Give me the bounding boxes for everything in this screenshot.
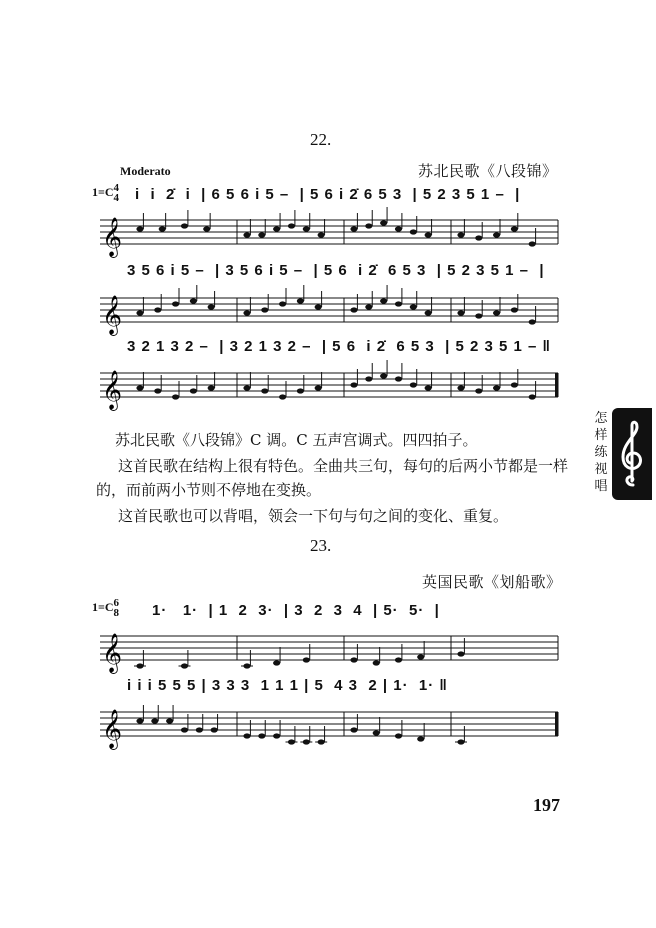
song-source-22: 苏北民歌《八段锦》 xyxy=(418,162,558,180)
note-head xyxy=(350,382,357,387)
note-head xyxy=(350,657,357,662)
note-head xyxy=(166,718,173,723)
description-line-1: 苏北民歌《八段锦》C 调。C 五声宫调式。四四拍子。 xyxy=(115,431,478,449)
note-head xyxy=(243,310,250,315)
staff-system xyxy=(100,704,558,749)
treble-clef-icon: 𝄞 xyxy=(102,295,123,335)
side-tab-text xyxy=(594,410,608,495)
key-signature-23 xyxy=(92,598,119,618)
note-head xyxy=(410,304,417,309)
side-tab-char: 样 xyxy=(594,428,608,443)
note-head xyxy=(297,298,304,303)
note-head xyxy=(303,657,310,662)
note-head xyxy=(373,660,380,665)
note-head xyxy=(151,718,158,723)
note-head xyxy=(208,385,215,390)
note-head xyxy=(457,310,464,315)
note-head xyxy=(365,304,372,309)
jianpu-line: 3 5 6 i 5 – | 3 5 6 i 5 – | 5 6 i 2̇ 6 5 3 | 5 2 3 5 1 – | xyxy=(127,262,545,279)
key-signature-22 xyxy=(92,183,119,203)
treble-clef-icon: 𝄞 xyxy=(102,633,123,673)
note-head xyxy=(243,232,250,237)
note-head xyxy=(380,373,387,378)
note-head xyxy=(181,727,188,732)
note-head xyxy=(136,718,143,723)
time-bottom: 8 xyxy=(113,607,120,619)
note-head xyxy=(529,241,536,246)
key-label: 1=C xyxy=(92,184,114,199)
treble-clef-icon: 𝄞 xyxy=(102,217,123,257)
jianpu-line: 1· 1· | 1 2 3· | 3 2 3 4 | 5· 5· | xyxy=(152,602,440,619)
note-head xyxy=(511,382,518,387)
note-head xyxy=(493,385,500,390)
note-head xyxy=(258,232,265,237)
note-head xyxy=(350,307,357,312)
note-head xyxy=(425,310,432,315)
treble-clef-icon: 𝄞 xyxy=(102,709,123,749)
note-head xyxy=(395,376,402,381)
note-head xyxy=(315,385,322,390)
note-head xyxy=(279,394,286,399)
time-top: 6 xyxy=(113,597,120,609)
note-head xyxy=(243,385,250,390)
note-head xyxy=(475,388,482,393)
note-head xyxy=(380,220,387,225)
note-head xyxy=(417,736,424,741)
note-head xyxy=(190,388,197,393)
note-head xyxy=(159,226,166,231)
key-label: 1=C xyxy=(92,599,114,614)
note-head xyxy=(395,226,402,231)
treble-clef-icon xyxy=(612,408,652,500)
note-head xyxy=(410,229,417,234)
note-head xyxy=(172,394,179,399)
song-source-23: 英国民歌《划船歌》 xyxy=(422,573,562,591)
note-head xyxy=(297,388,304,393)
note-head xyxy=(273,733,280,738)
note-head xyxy=(273,226,280,231)
note-head xyxy=(261,388,268,393)
note-head xyxy=(261,307,268,312)
jianpu-line: i i 2̇ i | 6 5 6 i 5 – | 5 6 i 2̇ 6 5 3 | 5 2 3 5 1 – | xyxy=(135,186,521,203)
jianpu-line: 3 2 1 3 2 – | 3 2 1 3 2 – | 5 6 i 2̇ 6 5 3 | 5 2 3 5 1 – ‖ xyxy=(127,338,551,355)
note-head xyxy=(493,232,500,237)
note-head xyxy=(136,310,143,315)
side-tab-char: 练 xyxy=(594,445,608,460)
note-head xyxy=(410,382,417,387)
note-head xyxy=(154,388,161,393)
note-head xyxy=(136,385,143,390)
staff-system xyxy=(100,365,558,410)
side-tab-char: 视 xyxy=(594,462,608,477)
treble-clef-icon: 𝄞 xyxy=(102,370,123,410)
note-head xyxy=(318,232,325,237)
note-head xyxy=(258,733,265,738)
note-head xyxy=(511,307,518,312)
note-head xyxy=(395,301,402,306)
note-head xyxy=(493,310,500,315)
note-head xyxy=(315,304,322,309)
note-head xyxy=(303,226,310,231)
note-head xyxy=(172,301,179,306)
note-head xyxy=(511,226,518,231)
note-head xyxy=(417,654,424,659)
staff-system xyxy=(100,628,558,673)
note-head xyxy=(365,223,372,228)
note-head xyxy=(181,223,188,228)
time-bottom: 4 xyxy=(113,192,120,204)
side-tab-char: 唱 xyxy=(594,479,608,494)
note-head xyxy=(380,298,387,303)
note-head xyxy=(350,226,357,231)
note-head xyxy=(203,226,210,231)
note-head xyxy=(529,394,536,399)
note-head xyxy=(395,657,402,662)
note-head xyxy=(208,304,215,309)
final-bar-line xyxy=(555,712,558,736)
staff-system xyxy=(100,212,558,257)
note-head xyxy=(243,733,250,738)
note-head xyxy=(273,660,280,665)
song-number-22: 22. xyxy=(310,130,332,149)
note-head xyxy=(425,385,432,390)
note-head xyxy=(279,301,286,306)
page-number: 197 xyxy=(533,795,560,815)
note-head xyxy=(373,730,380,735)
note-head xyxy=(457,385,464,390)
side-tab-char: 怎 xyxy=(594,411,608,426)
final-bar-line xyxy=(555,373,558,397)
note-head xyxy=(395,733,402,738)
tempo-marking: Moderato xyxy=(120,164,171,178)
staff-system xyxy=(100,290,558,335)
description-line-3: 这首民歌也可以背唱，领会一下句与句之间的变化、重复。 xyxy=(118,507,509,525)
note-head xyxy=(457,651,464,656)
description-line-2: 这首民歌在结构上很有特色。全曲共三句，每句的后两小节都是一样的，而前两小节则不停地在变换。 xyxy=(96,457,569,499)
note-head xyxy=(529,319,536,324)
note-head xyxy=(288,223,295,228)
song-number-23: 23. xyxy=(310,536,332,555)
time-top: 4 xyxy=(113,182,120,194)
note-head xyxy=(457,232,464,237)
note-head xyxy=(350,727,357,732)
note-head xyxy=(425,232,432,237)
note-head xyxy=(475,235,482,240)
note-head xyxy=(211,727,218,732)
note-head xyxy=(475,313,482,318)
jianpu-line: i i i 5 5 5 | 3 3 3 1 1 1 | 5 4 3 2 | 1· 1· ‖ xyxy=(127,677,448,694)
note-head xyxy=(190,298,197,303)
side-tab xyxy=(594,408,656,504)
note-head xyxy=(196,727,203,732)
note-head xyxy=(136,226,143,231)
note-head xyxy=(154,307,161,312)
note-head xyxy=(365,376,372,381)
